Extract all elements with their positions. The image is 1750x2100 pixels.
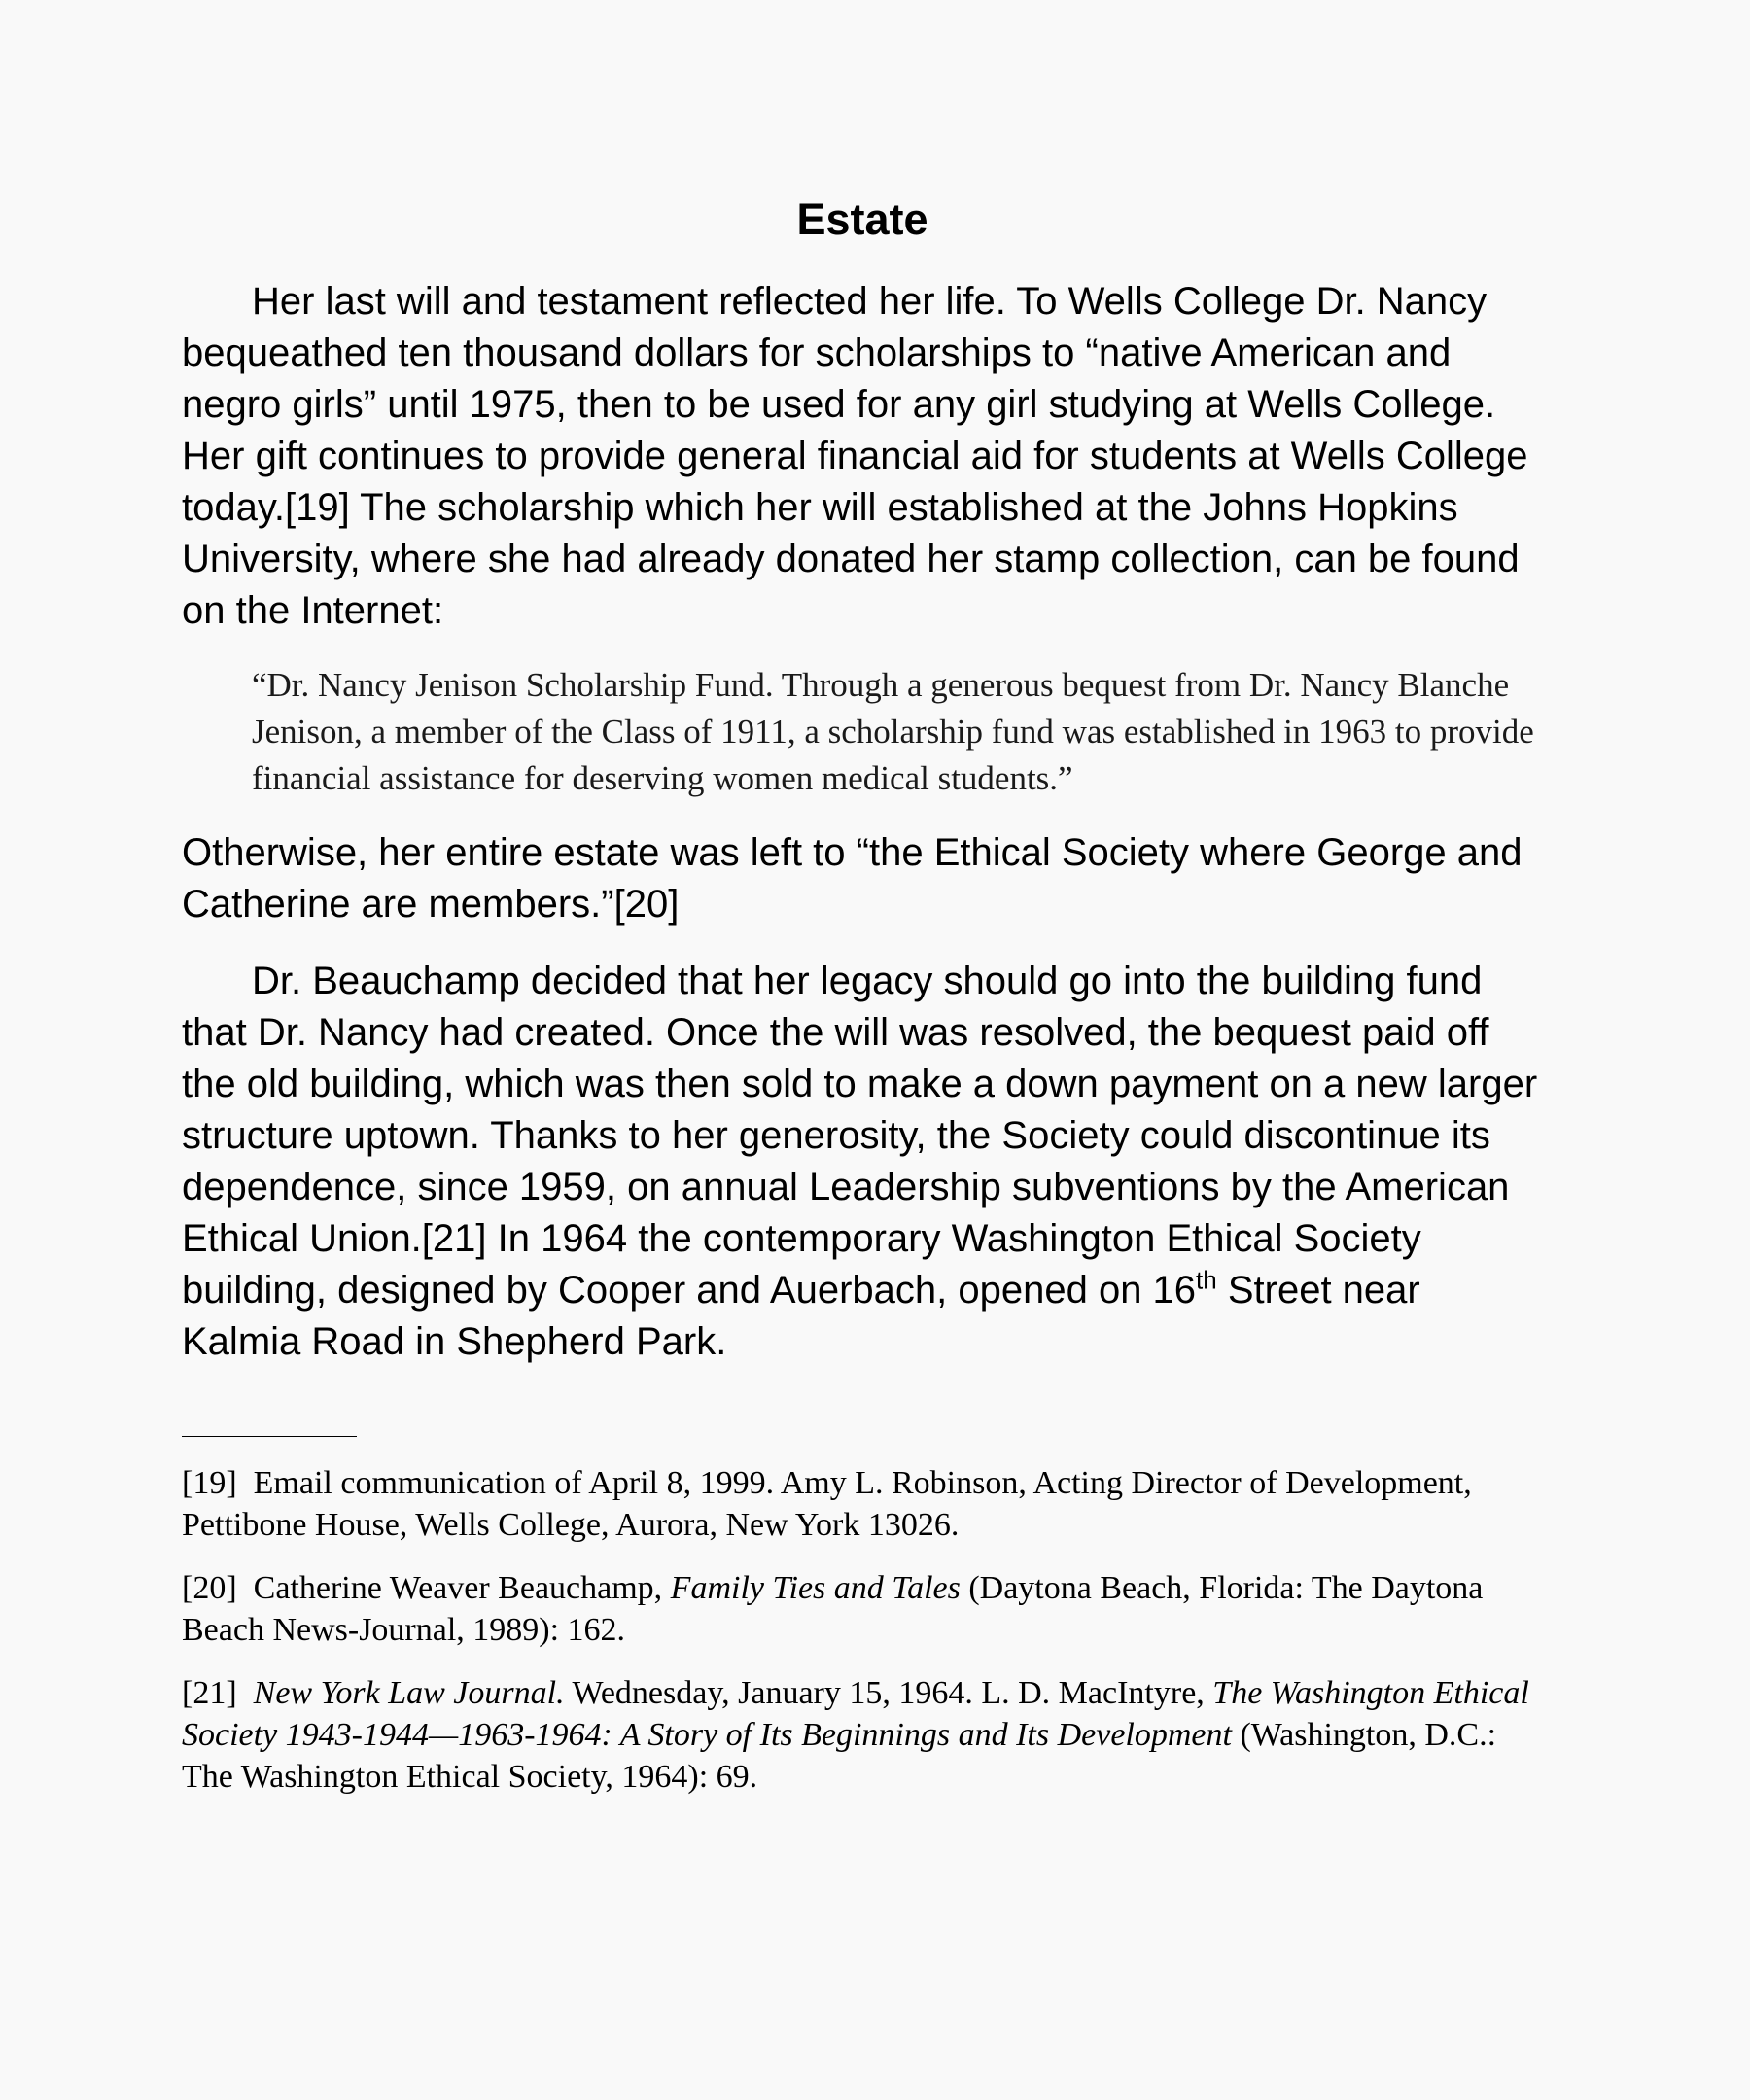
footnote-journal-title: New York Law Journal. — [253, 1675, 565, 1711]
footnote-text-end: (Washington, D.C.: The Washington Ethical Society, 1964): 69. — [182, 1717, 1497, 1795]
paragraph-legacy — [182, 956, 1543, 1368]
paragraph-legacy-text: Dr. Beauchamp decided that her legacy should go into the building fund that Dr. Nancy had created. Once the will was resolved, the bequest paid off the old building, which was then sold to make a down payment on a new larger structure uptown. Thanks to her generosity, the Society could discontinue its dependence, since 1959, on annual Leadership subventions by the American Ethical Union.[21] In 1964 the contemporary Washington Ethical Society building, designed by Cooper and Auerbach, opened on 16 — [182, 960, 1538, 1312]
footnote-book-title: Family Ties and Tales — [670, 1570, 961, 1606]
document-page — [182, 185, 1543, 1819]
paragraph-will: Her last will and testament reflected her life. To Wells College Dr. Nancy bequeathed ten thousand dollars for scholarships to “native American and negro girls” until 1975, then to be used for any girl studying at Wells College. Her gift continues to provide general financial aid for students at Wells College today.[19] The scholarship which her will established at the Johns Hopkins University, where she had already donated her stamp collection, can be found on the Internet: — [182, 280, 1528, 632]
footnote-separator — [182, 1436, 357, 1437]
footnote-21 — [182, 1672, 1543, 1798]
page-title: Estate — [796, 194, 928, 244]
footnote-20 — [182, 1567, 1543, 1651]
footnotes — [182, 1462, 1543, 1798]
block-quote-scholarship: “Dr. Nancy Jenison Scholarship Fund. Through a generous bequest from Dr. Nancy Blanche Jenison, a member of the Class of 1911, a scholarship fund was established in 1963 to provide financial assistance for deserving women medical students.” — [252, 666, 1534, 797]
footnote-marker: [19] — [182, 1465, 237, 1501]
footnote-marker: [21] — [182, 1675, 237, 1711]
footnote-text: Wednesday, January 15, 1964. L. D. MacIntyre, — [564, 1675, 1213, 1711]
footnote-marker: [20] — [182, 1570, 237, 1606]
paragraph-estate: Otherwise, her entire estate was left to “the Ethical Society where George and Catherine are members.”[20] — [182, 831, 1522, 926]
footnote-text: Email communication of April 8, 1999. Amy L. Robinson, Acting Director of Development, Pettibone House, Wells College, Aurora, New York 13026. — [182, 1465, 1472, 1543]
ordinal-superscript: th — [1196, 1265, 1217, 1295]
footnote-book-title: The Washington Ethical Society 1943-1944—1963-1964: A Story of Its Beginnings and Its Development — [182, 1675, 1529, 1753]
paragraph-legacy-end: Street near Kalmia Road in Shepherd Park. — [182, 1269, 1420, 1363]
footnote-text-end: (Daytona Beach, Florida: The Daytona Beach News-Journal, 1989): 162. — [182, 1570, 1484, 1648]
footnote-19 — [182, 1462, 1543, 1546]
footnote-text: Catherine Weaver Beauchamp, — [253, 1570, 671, 1606]
